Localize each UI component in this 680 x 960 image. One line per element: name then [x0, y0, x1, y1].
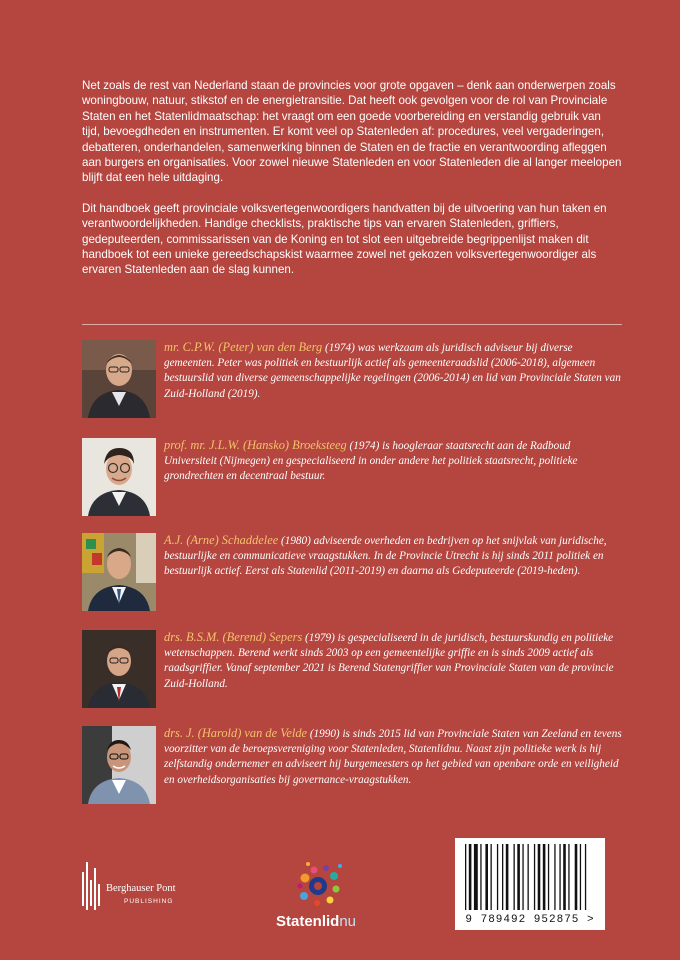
intro-paragraph-2: Dit handboek geeft provinciale volksvertegenwoordigers handvatten bij de uitvoering van hun taken en verantwoordelijkheden. Handige checklists, praktische tips van ervaren Statenleden, griffiers, gedeputeerden, commissarissen van de Koning en tot slot een uitgebreide begrippenlijst maken dit handboek tot een unieke gereedschapskist waarmee zowel net gekozen volksvertegenwoordiger als ervaren Statenleden aan de slag kunnen. [82, 201, 607, 277]
author-name: A.J. (Arne) Schaddelee [164, 533, 279, 547]
author-bio-van-den-berg [82, 340, 622, 420]
isbn-barcode [455, 838, 605, 930]
statenlid-wordmark: Statenlidnu [276, 913, 357, 930]
author-photo-sepers [82, 630, 156, 708]
statenlidnu-dots-icon [272, 856, 364, 936]
intro-paragraph-1: Net zoals de rest van Nederland staan de provincies voor grote opgaven – denk aan onderwerpen zoals woningbouw, natuur, stikstof en de energietransitie. Dat heeft ook gevolgen voor de rol van Provinciale Staten en het Statenlidmaatschap: het vraagt om een goede voorbereiding en verstandig gebruik van tijd, bevoegdheden en instrumenten. Er komt veel op Statenleden af: procedures, veel vergaderingen, debatteren, onderhandelen, samenwerking binnen de Staten en de fractie en verantwoording afleggen aan burgers en organisaties. Voor zowel nieuwe Statenleden en voor Statenleden die al langer meelopen blijft dat een hele uitdaging. [82, 79, 622, 185]
author-name: drs. B.S.M. (Berend) Sepers [164, 630, 303, 644]
author-bio-van-de-velde [82, 726, 622, 806]
author-photo-schaddelee [82, 533, 156, 611]
author-bio-sepers [82, 630, 622, 710]
author-name: prof. mr. J.L.W. (Hansko) Broeksteeg [164, 438, 347, 452]
author-bio-schaddelee [82, 533, 622, 613]
author-description: (1980) adviseerde overheden en bedrijven op het snijvlak van juridische, bestuurlijke en communicatieve vraagstukken. In de Provincie Utrecht is hij sinds 2011 politiek en bestuurlijk actief. Eerst als Statenlid (2011-2019) en daarna als Gedeputeerde (2019-heden). [164, 535, 607, 578]
intro-text [82, 78, 622, 293]
author-photo-van-den-berg [82, 340, 156, 418]
author-description: (1979) is gespecialiseerd in de juridisch, bestuurskundig en politieke wetenschappen. Berend werkt sinds 2003 op een gemeentelijke griffie en is sinds 2009 actief als raadsgriffier. Vanaf september 2021 is Berend Statengriffier van Provinciale Staten van de provincie Zuid-Holland. [164, 632, 614, 690]
author-description: (1974) is hoogleraar staatsrecht aan de Radboud Universiteit (Nijmegen) en gespecialiseerd in onder andere het politiek staatsrecht, politieke grondrechten en decentraal bestuur. [164, 440, 578, 483]
author-description: (1990) is sinds 2015 lid van Provinciale Staten van Zeeland en tevens voorzitter van de beroepsvereniging voor Statenleden, Statenlidnu. Naast zijn politieke werk is hij zelfstandig ondernemer en adviseert hij burgemeesters op het gebied van openbare orde en veiligheid en overheidsorganisaties bij governance-vraagstukken. [164, 728, 622, 786]
berghauser-pont-mark-icon [80, 858, 200, 918]
isbn-number: 9 789492 952875 > [465, 914, 595, 926]
statenlidnu-logo [272, 856, 364, 936]
author-bio-broeksteeg [82, 438, 622, 518]
author-name: mr. C.P.W. (Peter) van den Berg [164, 340, 323, 354]
author-photo-broeksteeg [82, 438, 156, 516]
author-name: drs. J. (Harold) van de Velde [164, 726, 308, 740]
author-photo-van-de-velde [82, 726, 156, 804]
author-description: (1974) was werkzaam als juridisch adviseur bij diverse gemeenten. Peter was politiek en bestuurlijk actief als gemeenteraadslid (2006-2018), algemeen bestuurslid van diverse gemeenschappelijke regelingen (2006-2014) en lid van Provinciale Staten van Zuid-Holland (2019). [164, 342, 621, 400]
berghauser-pont-logo [80, 858, 200, 918]
publisher-name: Berghauser Pont [106, 883, 176, 894]
publisher-tagline: PUBLISHING [124, 898, 174, 905]
divider [82, 324, 622, 325]
